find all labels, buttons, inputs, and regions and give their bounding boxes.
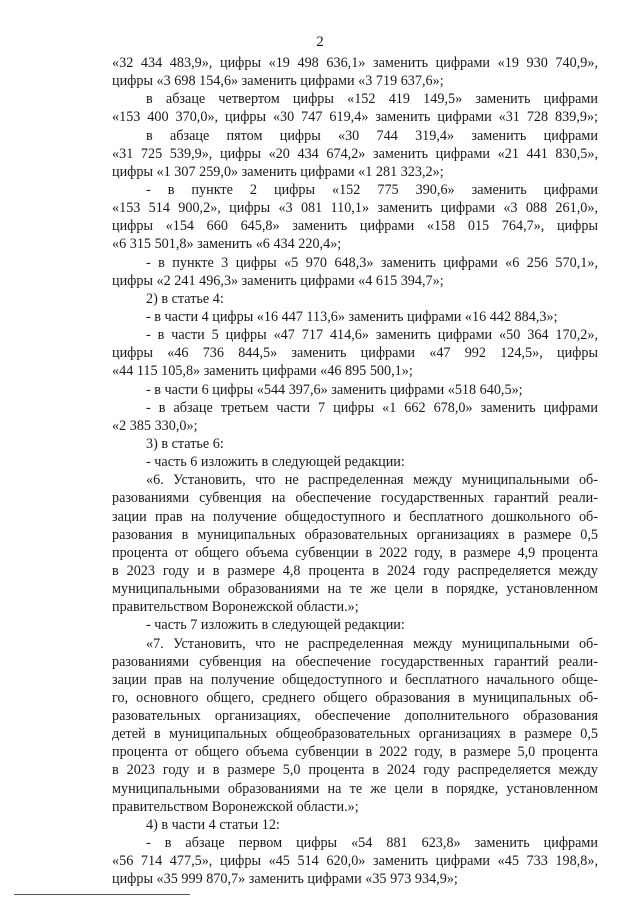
text-line: - в пункте 2 цифры «152 775 390,6» заменить цифрами — [146, 181, 598, 198]
text-line: - в пункте 3 цифры «5 970 648,3» заменить цифрами «6 256 570,1», — [146, 254, 598, 271]
text-line: зации прав на получение общедоступного и бесплатного начального обще- — [112, 671, 598, 688]
text-line: правительством Воронежской области.»; — [112, 599, 359, 616]
text-line: в 2023 году и в размере 5,0 процента в 2024 году распределяется между — [112, 762, 598, 779]
text-line: муниципальными образованиями на те же цели в порядке, установленном — [112, 581, 598, 598]
text-line: цифры «3 698 154,6» заменить цифрами «3 719 637,6»; — [112, 73, 444, 90]
page-number: 2 — [316, 34, 324, 50]
text-line: детей в муниципальных общеобразовательных организациях в размере 0,5 — [112, 726, 598, 743]
text-line: разованиями субвенция на обеспечение государственных гарантий реали- — [112, 490, 598, 507]
text-line: - в абзаце третьем части 7 цифры «1 662 678,0» заменить цифрами — [146, 399, 598, 416]
text-line: процента от общего объема субвенции в 2022 году, в размере 4,9 процента — [112, 544, 598, 561]
text-line: - часть 7 изложить в следующей редакции: — [146, 617, 405, 634]
text-line: - в части 6 цифры «544 397,6» заменить цифрами «518 640,5»; — [146, 381, 523, 398]
text-line: «32 434 483,9», цифры «19 498 636,1» заменить цифрами «19 930 740,9», — [112, 55, 598, 71]
text-line: «153 400 370,0», цифры «30 747 619,4» заменить цифрами «31 728 839,9»; — [112, 109, 598, 126]
text-line: «44 115 105,8» заменить цифрами «46 895 500,1»; — [112, 363, 413, 380]
text-line: - в части 5 цифры «47 717 414,6» заменить цифрами «50 364 170,2», — [146, 327, 598, 344]
text-line: в 2023 году и в размере 4,8 процента в 2024 году распределяется между — [112, 562, 598, 579]
text-line: «6. Установить, что не распределенная между муниципальными об- — [146, 472, 598, 489]
text-line: зации прав на получение общедоступного и бесплатного дошкольного об- — [112, 508, 598, 525]
text-line: «7. Установить, что не распределенная между муниципальными об- — [146, 635, 598, 652]
text-line: разовательных организациях, обеспечение дополнительного образования — [112, 708, 598, 725]
text-line: - часть 6 изложить в следующей редакции: — [146, 454, 405, 471]
text-line: в абзаце пятом цифры «30 744 319,4» заменить цифрами — [146, 127, 598, 144]
text-line: «2 385 330,0»; — [112, 417, 198, 434]
text-line: го, основного общего, среднего общего образования в муниципальных об- — [112, 689, 598, 706]
text-line: 3) в статье 6: — [146, 435, 224, 452]
text-line: правительством Воронежской области.»; — [112, 798, 359, 815]
text-line: в абзаце четвертом цифры «152 419 149,5» заменить цифрами — [146, 91, 598, 108]
footer-rule — [14, 894, 190, 895]
document-body — [112, 54, 598, 888]
text-line: цифры «1 307 259,0» заменить цифрами «1 281 323,2»; — [112, 163, 444, 180]
text-line: «6 315 501,8» заменить «6 434 220,4»; — [112, 236, 342, 253]
text-line: цифры «2 241 496,3» заменить цифрами «4 615 394,7»; — [112, 272, 444, 289]
text-line: цифры «154 660 645,8» заменить цифрами «158 015 764,7», цифры — [112, 218, 598, 235]
text-line: цифры «35 999 870,7» заменить цифрами «35 973 934,9»; — [112, 871, 458, 888]
text-line: «153 514 900,2», цифры «3 081 110,1» заменить цифрами «3 088 261,0», — [112, 200, 598, 217]
text-line: - в абзаце первом цифры «54 881 623,8» заменить цифрами — [146, 835, 598, 852]
text-line: муниципальными образованиями на те же цели в порядке, установленном — [112, 780, 598, 797]
text-line: цифры «46 736 844,5» заменить цифрами «47 992 124,5», цифры — [112, 345, 598, 362]
text-line: - в части 4 цифры «16 447 113,6» заменить цифрами «16 442 884,3»; — [146, 308, 558, 325]
text-line: «31 725 539,9», цифры «20 434 674,2» заменить цифрами «21 441 830,5», — [112, 145, 598, 162]
text-line: разования в муниципальных образовательных организациях в размере 0,5 — [112, 526, 598, 543]
text-line: процента от общего объема субвенции в 2022 году, в размере 5,0 процента — [112, 744, 598, 761]
text-line: разованиями субвенция на обеспечение государственных гарантий реали- — [112, 653, 598, 670]
text-line: «56 714 477,5», цифры «45 514 620,0» заменить цифрами «45 733 198,8», — [112, 853, 598, 870]
text-line: 4) в части 4 статьи 12: — [146, 816, 280, 833]
text-line: 2) в статье 4: — [146, 290, 224, 307]
